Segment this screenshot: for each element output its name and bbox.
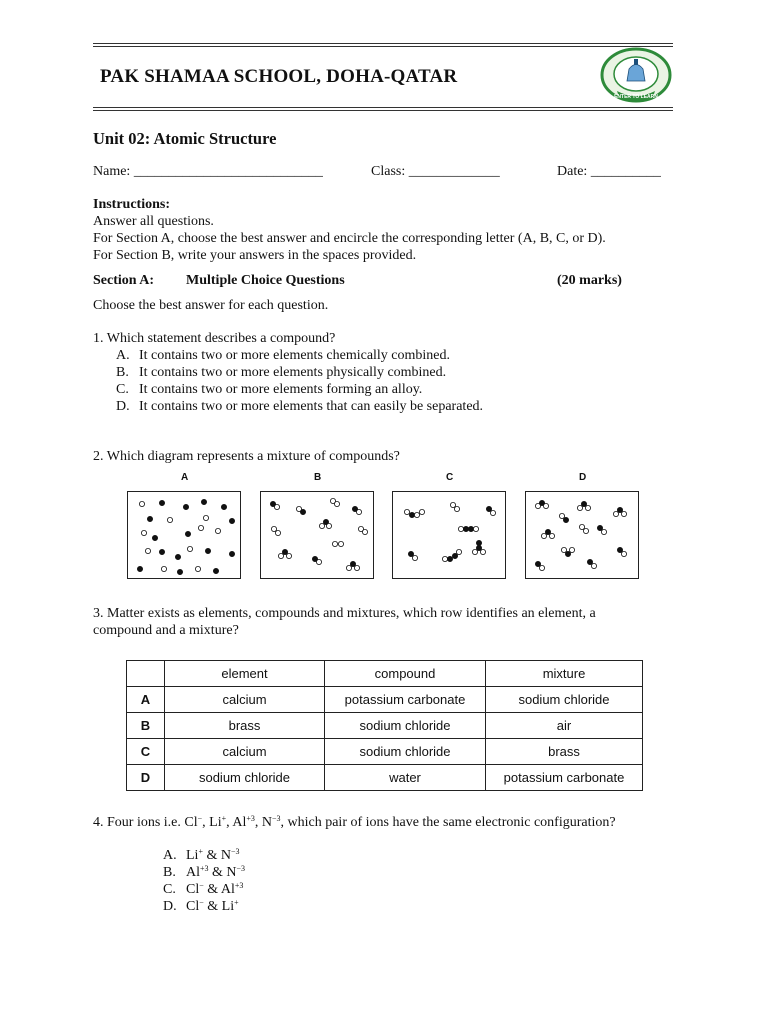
table-cell: brass <box>165 713 325 739</box>
q1-option-c[interactable]: C. It contains two or more elements forming an alloy. <box>116 382 423 397</box>
table-cell: air <box>486 713 643 739</box>
school-name: PAK SHAMAA SCHOOL, DOHA-QATAR <box>100 66 458 87</box>
section-a-intro: Choose the best answer for each question. <box>93 298 329 313</box>
diagram-a[interactable] <box>127 491 241 579</box>
table-cell: water <box>325 765 486 791</box>
table-cell: potassium carbonate <box>325 687 486 713</box>
header-rule-top <box>93 43 673 44</box>
q1-options <box>116 347 483 415</box>
date-field[interactable]: Date: __________ <box>557 164 661 179</box>
diagram-c[interactable] <box>392 491 506 579</box>
q4-option-d[interactable]: D. Cl− & Li+ <box>163 898 239 914</box>
q4-option-b[interactable]: B. $Al^{+3}$ & $N^{-3}$ <box>163 864 246 880</box>
table-cell: sodium chloride <box>325 739 486 765</box>
instructions-heading: Instructions: <box>93 197 171 212</box>
table-header-row <box>127 661 643 687</box>
table-row[interactable] <box>127 713 643 739</box>
question-4: 4. Four ions i.e. Cl−, Li+, $Al^{+3}$, $N^{-3}$, which pair of ions have the same electronic configuration? <box>93 814 616 830</box>
table-cell: calcium <box>165 687 325 713</box>
diagram-d[interactable] <box>525 491 639 579</box>
row-letter: B <box>127 713 165 739</box>
diagram-label-d[interactable]: D <box>579 472 587 483</box>
school-logo <box>597 47 675 105</box>
question-1: 1. Which statement describes a compound? <box>93 331 336 346</box>
section-a-label: Section A: <box>93 273 155 288</box>
table-cell: potassium carbonate <box>486 765 643 791</box>
question-3-line-1: 3. Matter exists as elements, compounds and mixtures, which row identifies an element, a <box>93 606 596 621</box>
table-header-cell: element <box>165 661 325 687</box>
name-field[interactable]: Name: ___________________________ <box>93 164 323 179</box>
q1-option-a[interactable]: A. It contains two or more elements chemically combined. <box>116 348 451 363</box>
table-cell: calcium <box>165 739 325 765</box>
diagram-label-b[interactable]: B <box>314 472 322 483</box>
class-field[interactable]: Class: _____________ <box>371 164 500 179</box>
instruction-line: For Section B, write your answers in the spaces provided. <box>93 248 417 263</box>
q3-table <box>126 660 643 791</box>
instruction-line: Answer all questions. <box>93 214 214 229</box>
row-letter: A <box>127 687 165 713</box>
header-rule-top-2 <box>93 46 673 47</box>
row-letter: D <box>127 765 165 791</box>
section-a-title: Multiple Choice Questions <box>186 273 345 288</box>
q1-option-b[interactable]: B. It contains two or more elements physically combined. <box>116 365 447 380</box>
diagram-label-c[interactable]: C <box>446 472 454 483</box>
table-cell: sodium chloride <box>325 713 486 739</box>
table-row[interactable] <box>127 739 643 765</box>
table-cell: sodium chloride <box>165 765 325 791</box>
unit-title: Unit 02: Atomic Structure <box>93 129 277 148</box>
header-rule-bottom <box>93 107 673 108</box>
header-rule-bottom-2 <box>93 110 673 111</box>
question-3-line-2: compound and a mixture? <box>93 623 239 638</box>
question-2: 2. Which diagram represents a mixture of compounds? <box>93 449 400 464</box>
logo-motto: ENTER TO LEARN <box>614 94 658 100</box>
table-cell: brass <box>486 739 643 765</box>
table-row[interactable] <box>127 687 643 713</box>
q4-options <box>163 847 245 915</box>
table-row[interactable] <box>127 765 643 791</box>
table-header-cell: compound <box>325 661 486 687</box>
diagram-b[interactable] <box>260 491 374 579</box>
table-header-cell <box>127 661 165 687</box>
section-a-marks: (20 marks) <box>557 273 622 288</box>
q4-option-c[interactable]: C. Cl− & $Al^{+3}$ <box>163 881 244 897</box>
instruction-line: For Section A, choose the best answer and encircle the corresponding letter (A, B, C, or D). <box>93 231 606 246</box>
table-cell: sodium chloride <box>486 687 643 713</box>
table-header-cell: mixture <box>486 661 643 687</box>
diagram-label-a[interactable]: A <box>181 472 189 483</box>
q4-option-a[interactable]: A. Li+ & $N^{-3}$ <box>163 847 240 863</box>
row-letter: C <box>127 739 165 765</box>
q1-option-d[interactable]: D. It contains two or more elements that can easily be separated. <box>116 399 484 414</box>
